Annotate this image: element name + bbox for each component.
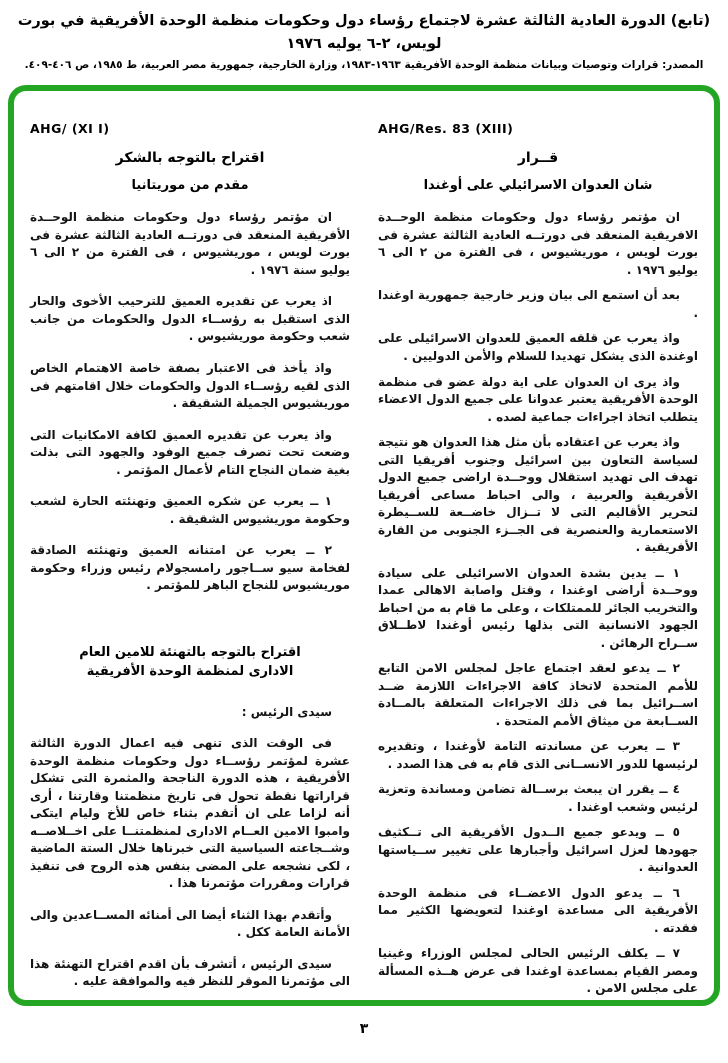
page-footer: [0, 1018, 728, 1037]
proposal-doc-ref: AHG/ (XI I): [30, 121, 110, 137]
paragraph: ٤ ــ يقرر ان يبعث برســالة تضامن ومساندة وتعزية لرئيس وشعب اوغندا .: [378, 782, 698, 814]
session-title: (تابع) الدورة العادية الثالثة عشرة لاجتماع رؤساء دول وحكومات منظمة الوحدة الأفريقية في بورت لويس، ٢-٦ يوليه ١٩٧٦: [17, 13, 711, 53]
paragraph: واذ يعرب عن اعتقاده بأن مثل هذا العدوان هو نتيجة لسياسة التعاون بين اسرائيل وجنوب أفريقيا التى تهدف الى تهديد استقلال ووحــدة اراضى جميع الدول الأفريقية والعربية ، والى احباط مساعى أفريقيا لتحرير الأقاليم التى لا تــزال خاضــعة للســيطرة الاستعمارية والعنصرية فى الجــزء الجنوبى من القارة الأفريقية .: [378, 435, 698, 555]
paragraph: فى الوقت الذى تنهى فيه اعمال الدورة الثالثة عشرة لمؤتمر رؤســاء دول وحكومات منظمة الوحدة الأفريقية ، هذه الدورة الناجحة والمثمرة التى تشكل قراراتها نقطة تحول فى تاريخ منظمتنا وقارتنا ، أرى أنه لزاما على ان أتقدم بثناء خاص للأخ وليام ايتكى وامبوا الامين العــام الادارى لمنظمتنــا على اخــلاصــه وشــجاعته السياسية التى خبرناها خلال الستة الماضية ، لكى نشجعه على المضى بنفس هذه الروح فى تنفيذ قرارات ومقررات مؤتمرنا هذا .: [30, 736, 350, 891]
paragraph: ٥ ــ ويدعو جميع الــدول الأفريقية الى تــكثيف جهودها لعزل اسرائيل وأجبارها على تغيير ســياستها العدوانية .: [378, 825, 698, 875]
paragraph: واذ يأخذ فى الاعتبار بصفة خاصة الاهتمام الخاص الذى لقيه رؤســاء الدول والحكومات خلال اقامتهم فى موريشيوس الجميلة الشقيقة .: [30, 360, 350, 411]
resolution-column: [378, 121, 698, 996]
document-frame: [8, 85, 720, 1006]
paragraph: ٢ ــ يدعو لعقد اجتماع عاجل لمجلس الامن التابع للأمم المتحدة لاتخاذ كافة الاجراءات اللازمة ضــد اســرائيل بما فى ذلك الاجراءات المتعلقة بالمــادة الســابعة من ميثاق الأمم المتحدة .: [378, 661, 698, 728]
paragraph: ١ ــ يعرب عن شكره العميق وتهنئته الحارة لشعب وحكومة موريشيوس الشقيقة .: [30, 494, 350, 526]
paragraph: وأتقدم بهذا الثناء أيضا الى أمنائه المســاعدين والى الأمانة العامة ككل .: [30, 907, 350, 940]
page-number: ٣: [359, 1021, 369, 1038]
page-header: [0, 0, 728, 71]
paragraph: ان مؤتمر رؤساء دول وحكومات منظمة الوحــدة الافريقية المنعقد فى دورتــه العادية الثالثة عشرة فى بورت لويس ، موريشيوس ، فى الفترة من ٢ الى ٦ يوليو ١٩٧٦ .: [378, 210, 698, 277]
paragraph: بعد أن استمع الى بيان وزير خارجية جمهورية اوغندا .: [378, 288, 698, 320]
paragraph: ٢ ــ يعرب عن امتنانه العميق وتهنئته الصادقة لفخامة سيو ســاجور رامسجولام رئيس وزراء وحكومة موريشيوس للنجاح الباهر للمؤتمر .: [30, 543, 350, 593]
paragraph: سيدى الرئيس ، أتشرف بأن اقدم اقتراح التهنئة هذا الى مؤتمرنا الموقر للنظر فيه والموافقة عليه .: [30, 956, 350, 989]
proposal-submitted-by: مقدم من موريتانيا: [131, 178, 249, 194]
paragraph: ٣ ــ يعرب عن مساندته التامة لأوغندا ، وتقديره لرئيسها للدور الانســانى الذى قام به فى هذا الصدد .: [378, 739, 698, 771]
congratulation-section-title-line2: الادارى لمنظمة الوحدة الأفريقية: [86, 664, 294, 680]
resolution-doc-ref: AHG/Res. 83 (XIII): [378, 121, 514, 137]
paragraph: ١ ــ يدين بشدة العدوان الاسرائيلى على سيادة ووحــدة أراضى اوغندا ، وقتل واصابة الاهالى عمدا والتخريب الجائر للممتلكات ، وعلى ما قام به من احباط الجهود الانسانية التى بذلها رئيس أوغندا لاطــلاق ســراح الرهائن .: [378, 565, 698, 650]
paragraph: ٦ ــ يدعو الدول الاعضــاء فى منظمة الوحدة الأفريقية الى مساعدة اوغندا لتعويضها الكثير مما فقدته .: [378, 885, 698, 935]
paragraph: واذ يعرب عن تقديره العميق لكافة الامكانيات التى وضعت تحت تصرف جميع الوفود والجهود التى بذلت بغية ضمان النجاح التام لأعمال المؤتمر .: [30, 427, 350, 477]
paragraph: ان مؤتمر رؤساء دول وحكومات منظمة الوحــدة الأفريقية المنعقد فى دورتــه العادية الثالثة عشرة فى بورت لويس ، موريشيوس ، فى الفترة من ٢ الى ٦ يوليو سنة ١٩٧٦ .: [30, 210, 350, 277]
source-citation: المصدر: قرارات وتوصيات وبيانات منظمة الوحدة الأفريقية ١٩٦٣-١٩٨٣، وزارة الخارجية، جمهورية مصر العربية، ط ١٩٨٥، ص ٤٠٦-٤٠٩.: [24, 59, 704, 72]
paragraph: ٧ ــ يكلف الرئيس الحالى لمجلس الوزراء وغينيا ومصر القيام بمساعدة اوغندا فى عرض هــذه المسألة على مجلس الامن .: [378, 946, 698, 996]
congratulation-section-title-line1: اقتراح بالتوجه بالتهنئة للامين العام: [79, 644, 301, 660]
proposal-column: [30, 121, 350, 989]
paragraph: اذ يعرب عن تقديره العميق للترحيب الأخوى والحار الذى استقبل به رؤســاء الدول والحكومات من جانب شعب وحكومة موريشيوس .: [30, 294, 350, 344]
paragraph: واذ يرى ان العدوان على اية دولة عضو فى منظمة الوحدة الأفريقية يعتبر عدوانا على جميع الدول الاعضاء يتطلب اتخاذ اجراءات جماعية لصده .: [378, 374, 698, 424]
resolution-title: قــرار: [517, 150, 559, 167]
resolution-subtitle: شان العدوان الاسرائيلي على أوغندا: [423, 178, 653, 194]
salutation: سيدى الرئيس :: [241, 704, 332, 719]
paragraph: واذ يعرب عن قلقه العميق للعدوان الاسرائيلى على اوغندة الذى يشكل تهديدا للسلام والأمن الدوليين .: [378, 331, 698, 363]
proposal-title: اقتراح بالتوجه بالشكر: [115, 150, 265, 167]
